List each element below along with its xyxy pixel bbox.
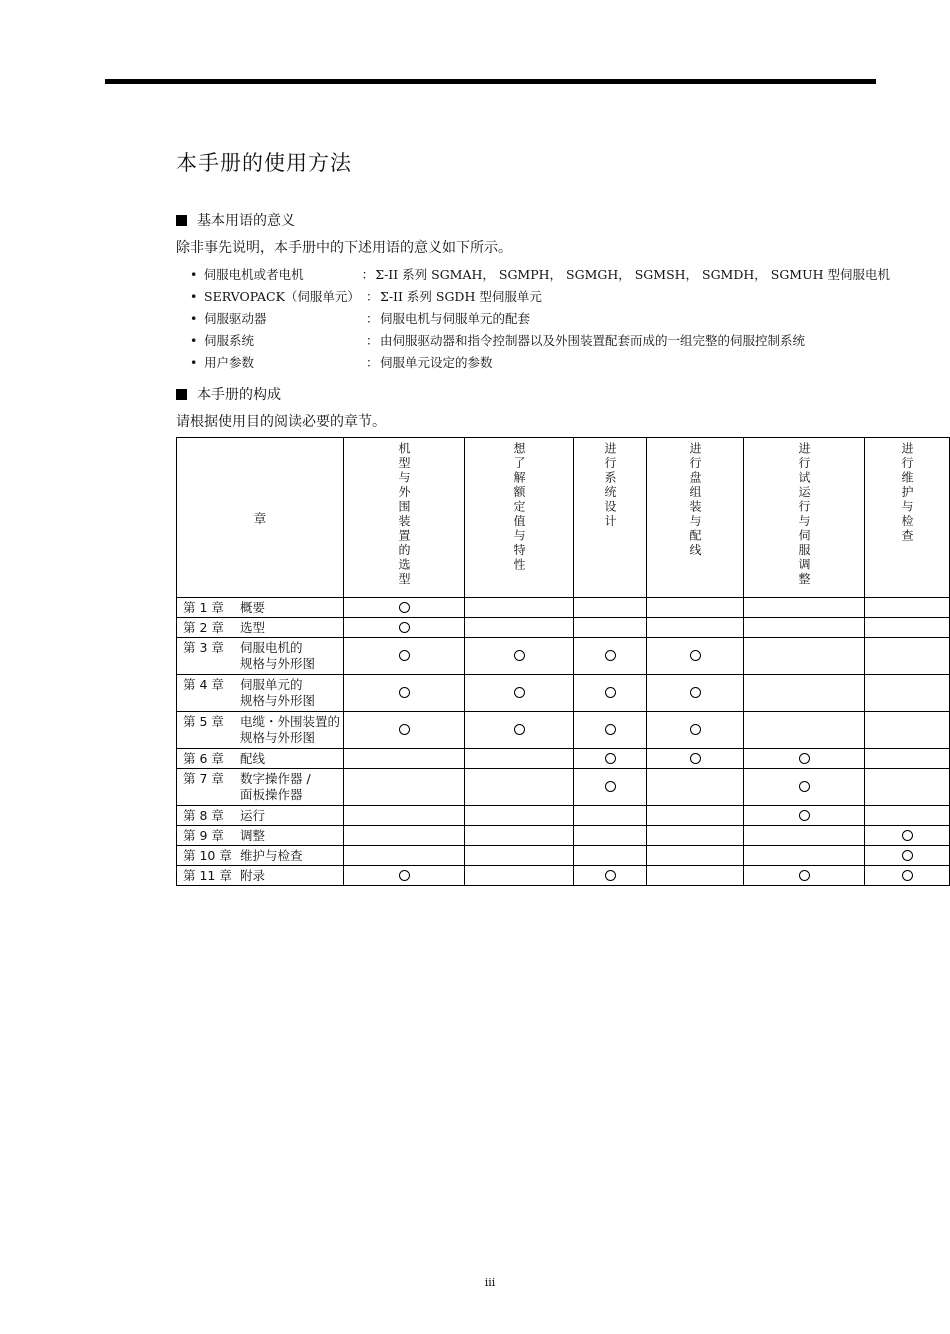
mark-cell (465, 769, 574, 806)
chapter-name: 电缆・外围装置的 规格与外形图 (240, 714, 341, 745)
term-colon: ： (361, 267, 375, 282)
mark-cell (647, 866, 744, 886)
table-row (177, 712, 950, 749)
term-definition: 由伺服驱动器和指令控制器以及外围装置配套而成的一组完整的伺服控制系统 (380, 333, 806, 348)
section-heading-label: 基本用语的意义 (197, 213, 295, 229)
page-title: 本手册的使用方法 (176, 151, 352, 175)
chapter-number: 第 4 章 (183, 677, 224, 692)
mark-cell (344, 638, 465, 675)
page-number: iii (484, 1276, 496, 1289)
circle-mark-icon (605, 753, 616, 764)
term-colon: ： (366, 289, 379, 304)
mark-cell (647, 598, 744, 618)
square-bullet-icon (176, 215, 187, 226)
purpose-column-label: 进行盘组装与配线 (688, 442, 702, 558)
square-bullet-icon (176, 389, 187, 400)
purpose-column-header (647, 438, 744, 598)
chapter-name: 伺服电机的 规格与外形图 (240, 640, 316, 671)
circle-mark-icon (605, 781, 616, 792)
circle-mark-icon (605, 687, 616, 698)
circle-mark-icon (799, 870, 810, 881)
chapter-table (176, 437, 950, 886)
chapter-number: 第 5 章 (183, 714, 224, 729)
mark-cell (647, 638, 744, 675)
mark-cell (744, 618, 865, 638)
mark-cell (574, 675, 647, 712)
chapter-number: 第 8 章 (183, 807, 224, 823)
circle-mark-icon (399, 724, 410, 735)
mark-cell (465, 806, 574, 826)
mark-cell (344, 618, 465, 638)
chapter-name: 运行 (240, 807, 266, 823)
term-label: SERVOPACK（伺服单元） (204, 289, 360, 304)
mark-cell (574, 638, 647, 675)
mark-cell (465, 675, 574, 712)
mark-cell (744, 769, 865, 806)
circle-mark-icon (514, 724, 525, 735)
mark-cell (744, 749, 865, 769)
mark-cell (865, 618, 950, 638)
circle-mark-icon (690, 650, 701, 661)
chapter-number: 第 6 章 (183, 750, 224, 766)
chapter-name: 附录 (240, 867, 266, 883)
mark-cell (465, 826, 574, 846)
table-row (177, 618, 950, 638)
table-row (177, 638, 950, 675)
circle-mark-icon (902, 870, 913, 881)
mark-cell (865, 846, 950, 866)
mark-cell (465, 749, 574, 769)
chapter-number: 第 2 章 (183, 619, 224, 635)
mark-cell (574, 749, 647, 769)
circle-mark-icon (902, 830, 913, 841)
mark-cell (465, 712, 574, 749)
chapter-cell (177, 675, 344, 712)
circle-mark-icon (605, 650, 616, 661)
mark-cell (344, 598, 465, 618)
table-row (177, 598, 950, 618)
purpose-column-label: 机型与外围装置的选型 (397, 442, 411, 587)
table-row (177, 749, 950, 769)
mark-cell (647, 749, 744, 769)
bullet-icon: • (190, 267, 198, 282)
table-row (177, 675, 950, 712)
mark-cell (865, 749, 950, 769)
term-definition: 伺服单元设定的参数 (380, 355, 493, 370)
chapter-name: 伺服单元的 规格与外形图 (240, 677, 316, 708)
table-row (177, 866, 950, 886)
term-definition: Σ-II 系列 SGMAH， SGMPH， SGMGH， SGMSH， SGMDH， SGMUH 型伺服电机 (375, 267, 891, 282)
chapter-cell (177, 846, 344, 866)
section-heading-structure (176, 384, 281, 404)
term-row (190, 266, 890, 288)
circle-mark-icon (690, 687, 701, 698)
term-row (190, 354, 890, 376)
mark-cell (344, 806, 465, 826)
term-colon: ： (366, 333, 379, 348)
purpose-column-label: 想了解额定值与特性 (512, 442, 526, 573)
mark-cell (344, 712, 465, 749)
chapter-cell (177, 598, 344, 618)
mark-cell (647, 712, 744, 749)
mark-cell (647, 769, 744, 806)
circle-mark-icon (690, 724, 701, 735)
purpose-column-header (344, 438, 465, 598)
chapter-cell (177, 806, 344, 826)
mark-cell (865, 826, 950, 846)
mark-cell (574, 846, 647, 866)
bullet-icon: • (190, 355, 198, 370)
mark-cell (744, 598, 865, 618)
circle-mark-icon (514, 650, 525, 661)
mark-cell (574, 866, 647, 886)
chapter-name: 配线 (240, 750, 266, 766)
mark-cell (865, 675, 950, 712)
mark-cell (647, 806, 744, 826)
chapter-name: 数字操作器 / 面板操作器 (240, 771, 311, 802)
mark-cell (647, 675, 744, 712)
term-row (190, 288, 890, 310)
chapter-cell (177, 712, 344, 749)
mark-cell (744, 826, 865, 846)
chapter-cell (177, 826, 344, 846)
chapter-cell (177, 618, 344, 638)
mark-cell (647, 826, 744, 846)
circle-mark-icon (514, 687, 525, 698)
term-label: 伺服驱动器 (204, 311, 267, 326)
mark-cell (574, 618, 647, 638)
terms-intro: 除非事先说明，本手册中的下述用语的意义如下所示。 (176, 240, 512, 256)
term-label: 用户参数 (204, 355, 255, 370)
mark-cell (744, 675, 865, 712)
term-row (190, 332, 890, 354)
mark-cell (465, 618, 574, 638)
mark-cell (865, 806, 950, 826)
circle-mark-icon (605, 724, 616, 735)
term-colon: ： (366, 311, 379, 326)
purpose-column-header (865, 438, 950, 598)
chapter-name: 调整 (240, 827, 266, 843)
purpose-column-label: 进行维护与检查 (900, 442, 914, 544)
chapter-number: 第 7 章 (183, 771, 224, 786)
circle-mark-icon (799, 753, 810, 764)
chapter-name: 维护与检查 (240, 847, 303, 863)
section-heading-terms (176, 210, 295, 230)
term-label: 伺服电机或者电机 (203, 267, 304, 282)
mark-cell (344, 769, 465, 806)
circle-mark-icon (605, 870, 616, 881)
mark-cell (744, 806, 865, 826)
circle-mark-icon (799, 781, 810, 792)
table-header-row (177, 438, 950, 598)
circle-mark-icon (399, 650, 410, 661)
mark-cell (647, 846, 744, 866)
mark-cell (465, 598, 574, 618)
chapter-cell (177, 769, 344, 806)
mark-cell (574, 712, 647, 749)
purpose-column-header (744, 438, 865, 598)
term-label: 伺服系统 (204, 333, 255, 348)
mark-cell (574, 769, 647, 806)
structure-intro: 请根据使用目的阅读必要的章节。 (176, 414, 386, 430)
terms-list (190, 266, 890, 376)
purpose-column-label: 进行系统设计 (603, 442, 617, 529)
chapter-cell (177, 638, 344, 675)
bullet-icon: • (190, 289, 198, 304)
mark-cell (465, 638, 574, 675)
table-row (177, 806, 950, 826)
circle-mark-icon (399, 870, 410, 881)
mark-cell (344, 826, 465, 846)
mark-cell (865, 769, 950, 806)
chapter-number: 第 11 章 (183, 867, 232, 883)
chapter-name: 选型 (240, 619, 266, 635)
table-row (177, 769, 950, 806)
chapter-number: 第 9 章 (183, 827, 224, 843)
circle-mark-icon (799, 810, 810, 821)
mark-cell (344, 866, 465, 886)
term-definition: Σ-II 系列 SGDH 型伺服单元 (380, 289, 542, 304)
mark-cell (574, 598, 647, 618)
term-definition: 伺服电机与伺服单元的配套 (380, 311, 531, 326)
mark-cell (344, 749, 465, 769)
top-rule (105, 79, 876, 84)
chapter-column-header: 章 (177, 438, 344, 598)
mark-cell (865, 638, 950, 675)
mark-cell (465, 846, 574, 866)
circle-mark-icon (399, 622, 410, 633)
mark-cell (344, 675, 465, 712)
chapter-number: 第 10 章 (183, 847, 232, 863)
mark-cell (344, 846, 465, 866)
mark-cell (865, 598, 950, 618)
table-row (177, 846, 950, 866)
mark-cell (744, 846, 865, 866)
purpose-column-header (574, 438, 647, 598)
circle-mark-icon (399, 687, 410, 698)
chapter-number: 第 3 章 (183, 640, 224, 655)
mark-cell (865, 712, 950, 749)
chapter-number: 第 1 章 (183, 599, 224, 615)
mark-cell (574, 826, 647, 846)
mark-cell (574, 806, 647, 826)
circle-mark-icon (399, 602, 410, 613)
chapter-cell (177, 866, 344, 886)
purpose-column-header (465, 438, 574, 598)
mark-cell (647, 618, 744, 638)
term-colon: ： (366, 355, 379, 370)
term-row (190, 310, 890, 332)
purpose-column-label: 进行试运行与伺服调整 (797, 442, 811, 587)
chapter-cell (177, 749, 344, 769)
mark-cell (865, 866, 950, 886)
mark-cell (744, 638, 865, 675)
bullet-icon: • (190, 311, 198, 326)
mark-cell (465, 866, 574, 886)
bullet-icon: • (190, 333, 198, 348)
mark-cell (744, 712, 865, 749)
circle-mark-icon (902, 850, 913, 861)
section-heading-label: 本手册的构成 (197, 387, 281, 403)
table-row (177, 826, 950, 846)
circle-mark-icon (690, 753, 701, 764)
mark-cell (744, 866, 865, 886)
chapter-name: 概要 (240, 599, 266, 615)
